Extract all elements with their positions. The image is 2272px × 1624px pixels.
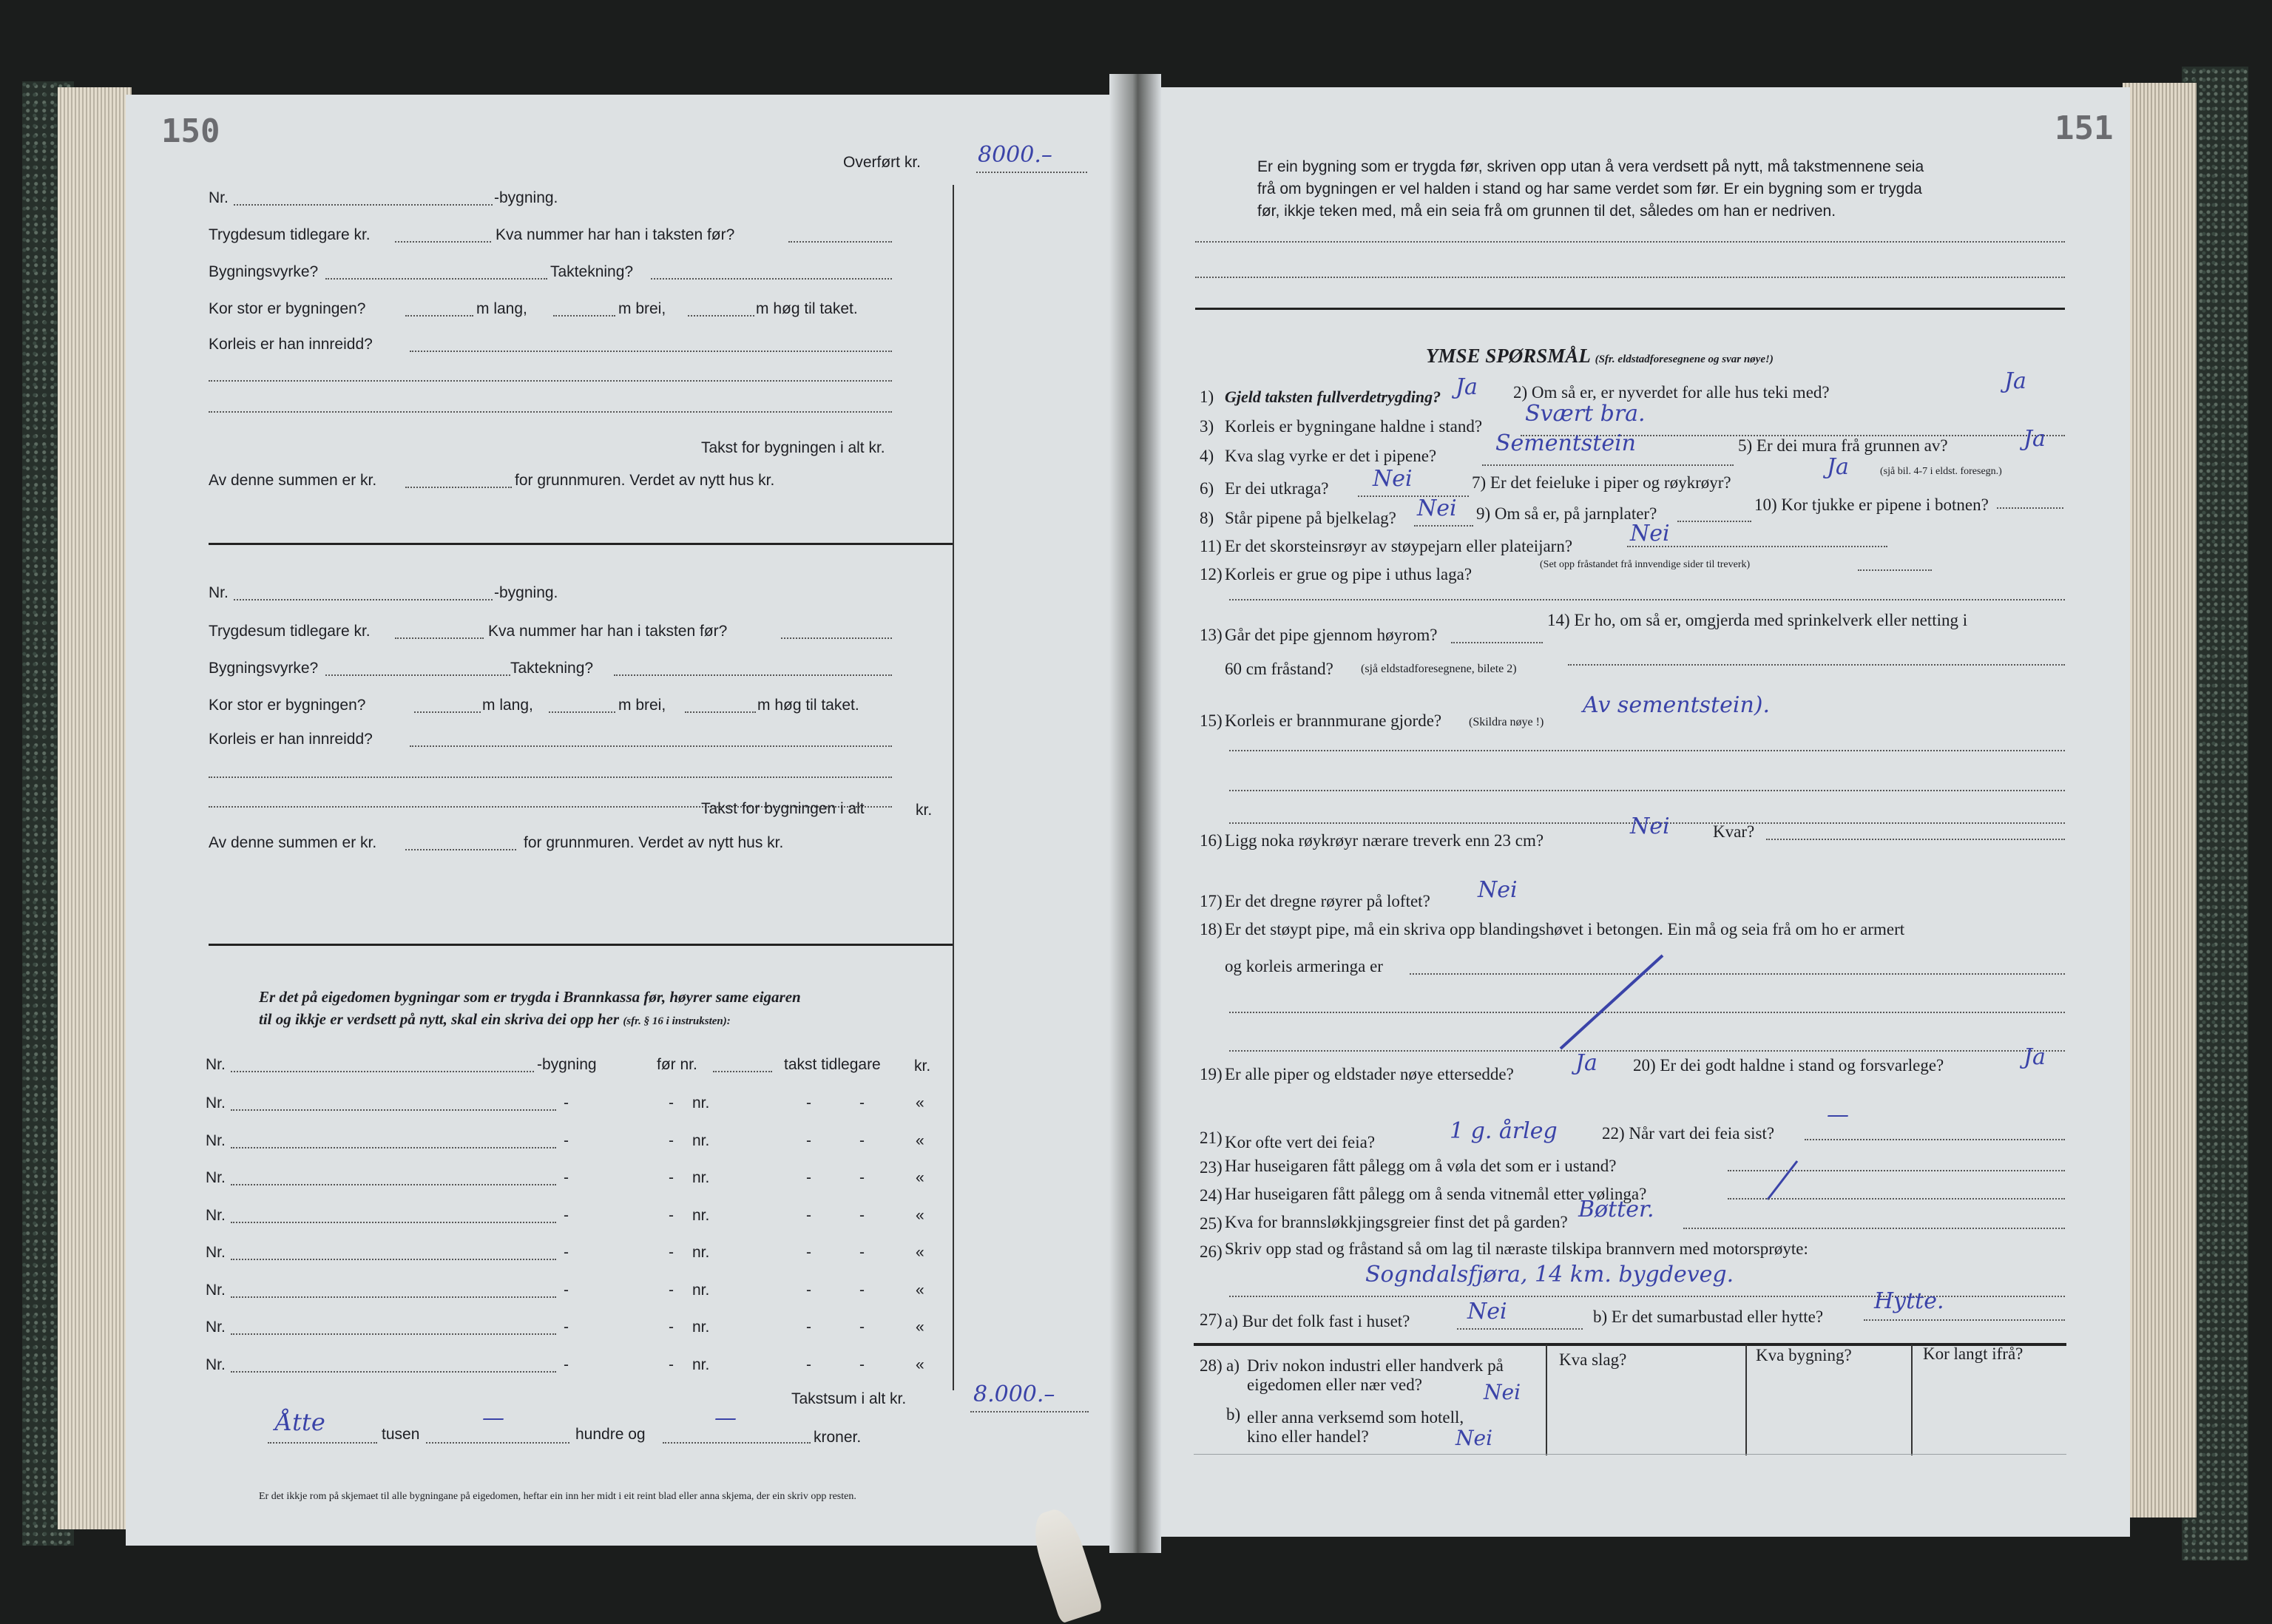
block2-korleis-label: Korleis er han innreidd?: [209, 731, 373, 748]
q25-answer: Bøtter.: [1578, 1197, 1654, 1222]
block2-grunnmur-label: for grunnmuren. Verdet av nytt hus kr.: [524, 834, 784, 851]
q8-text: Står pipene på bjelkelag?: [1225, 509, 1396, 527]
block1-kor-stor-label: Kor stor er bygningen?: [209, 300, 366, 317]
q8-num: 8): [1200, 509, 1214, 527]
table-cell-nr2: nr.: [692, 1244, 710, 1261]
q10-text: 10) Kor tjukke er pipene i botnen?: [1754, 495, 1989, 514]
table-cell-d3: -: [806, 1356, 811, 1373]
q20-text: 20) Er dei godt haldne i stand og forsvarlege?: [1633, 1056, 1944, 1075]
q2-text: 2) Om så er, er nyverdet for alle hus teki med?: [1513, 383, 1830, 402]
sum-hundre-label: hundre og: [575, 1426, 646, 1443]
q24-text: Har huseigaren fått pålegg om å senda vitnemål etter vølinga?: [1225, 1185, 1647, 1203]
block2-av-denne-label: Av denne summen er kr.: [209, 834, 377, 851]
block2-m-lang-label: m lang,: [482, 697, 533, 714]
table-cell-nr: Nr.: [206, 1319, 226, 1336]
table-cell-d1: -: [564, 1319, 569, 1336]
q21-num: 21): [1200, 1129, 1223, 1147]
block1-bygning-label: -bygning.: [494, 189, 558, 206]
table-cell-nr2: nr.: [692, 1356, 710, 1373]
table-cell-d3: -: [806, 1132, 811, 1149]
table-cell-nr: Nr.: [206, 1244, 226, 1261]
q27a-answer: Nei: [1467, 1299, 1507, 1324]
table-cell-d1: -: [564, 1282, 569, 1299]
table-cell-q: «: [916, 1094, 924, 1112]
q21-answer: 1 g. årleg: [1450, 1118, 1558, 1144]
q19-num: 19): [1200, 1065, 1223, 1083]
q21-text: Kor ofte vert dei feia?: [1225, 1133, 1376, 1151]
table-cell-d4: -: [859, 1356, 865, 1373]
section-divider-1: [209, 543, 953, 545]
table-cell-nr2: nr.: [692, 1169, 710, 1186]
q22-answer: —: [1827, 1102, 1849, 1128]
q27a-text: a) Bur det folk fast i huset?: [1225, 1312, 1410, 1330]
q7-answer: Ja: [1827, 454, 1849, 480]
table-cell-d3: -: [806, 1094, 811, 1112]
table-cell-d4: -: [859, 1319, 865, 1336]
takstsum-label: Takstsum i alt kr.: [791, 1390, 907, 1407]
page-number-left: 150: [161, 112, 220, 150]
q22-text: 22) Når vart dei feia sist?: [1602, 1124, 1775, 1143]
table-header-takst: takst tidlegare: [784, 1056, 881, 1073]
table-cell-nr2: nr.: [692, 1207, 710, 1224]
table-cell-q: «: [916, 1356, 924, 1373]
table-cell-d3: -: [806, 1207, 811, 1224]
block2-m-brei-label: m brei,: [618, 697, 666, 714]
q28b-label: b): [1226, 1405, 1241, 1424]
q4-text: Kva slag vyrke er det i pipene?: [1225, 447, 1437, 465]
q25-num: 25): [1200, 1214, 1223, 1233]
block1-nr-label: Nr.: [209, 189, 229, 206]
q13-num: 13): [1200, 626, 1223, 644]
block1-takst-label: Takst for bygningen i alt kr.: [701, 439, 885, 456]
q27b-text: b) Er det sumarbustad eller hytte?: [1593, 1307, 1824, 1326]
q1-text: Gjeld taksten fullverdetrygding?: [1225, 388, 1441, 406]
q28-num: 28): [1200, 1356, 1223, 1375]
block1-taktekning-label: Taktekning?: [550, 263, 634, 280]
q15-num: 15): [1200, 711, 1223, 730]
table-cell-d3: -: [806, 1319, 811, 1336]
q12-text: Korleis er grue og pipe i uthus laga?: [1225, 565, 1473, 583]
q27b-answer: Hytte.: [1874, 1288, 1944, 1314]
table-cell-d2: -: [669, 1132, 674, 1149]
table-cell-nr2: nr.: [692, 1132, 710, 1149]
table-cell-q: «: [916, 1207, 924, 1224]
q13-text: Går det pipe gjennom høyrom?: [1225, 626, 1438, 644]
table-cell-d2: -: [669, 1282, 674, 1299]
overfort-value: 8000.–: [978, 142, 1052, 168]
table-cell-d2: -: [669, 1319, 674, 1336]
q6-num: 6): [1200, 479, 1214, 498]
q23-num: 23): [1200, 1158, 1223, 1177]
q16-num: 16): [1200, 831, 1223, 850]
page-number-right: 151: [2055, 109, 2114, 147]
table-header-nr: Nr.: [206, 1056, 226, 1073]
q15-text: Korleis er brannmurane gjorde?: [1225, 711, 1442, 730]
table-cell-q: «: [916, 1244, 924, 1261]
table-cell-d1: -: [564, 1169, 569, 1186]
block1-grunnmur-label: for grunnmuren. Verdet av nytt hus kr.: [515, 472, 775, 489]
q17-answer: Nei: [1478, 877, 1518, 903]
q12-num: 12): [1200, 565, 1223, 583]
sum-hundre-handwritten: —: [482, 1405, 504, 1431]
block2-takst-label: Takst for bygningen i alt: [701, 800, 865, 817]
table-cell-d3: -: [806, 1244, 811, 1261]
intro-line-2: frå om bygningen er vel halden i stand og har same verdet som før. Er ein bygning som er trygda: [1257, 180, 1922, 197]
q28b-answer: Nei: [1456, 1426, 1493, 1450]
q26-num: 26): [1200, 1242, 1223, 1261]
table-cell-d1: -: [564, 1244, 569, 1261]
table-header-bygning: -bygning: [537, 1056, 597, 1073]
q28-col-kva-slag: Kva slag?: [1559, 1350, 1627, 1369]
q4-num: 4): [1200, 447, 1214, 465]
sum-tusen-handwritten: Åtte: [275, 1408, 325, 1436]
q8-answer: Nei: [1417, 495, 1457, 521]
table-header-kr: kr.: [914, 1058, 931, 1075]
q3-answer: Svært bra.: [1525, 401, 1646, 427]
q25-text: Kva for brannsløkkjingsgreier finst det på garden?: [1225, 1213, 1568, 1231]
q7-note: (sjå bil. 4-7 i eldst. foresegn.): [1880, 466, 2002, 477]
q5-text: 5) Er dei mura frå grunnen av?: [1738, 436, 1948, 455]
q11-answer: Nei: [1630, 521, 1670, 547]
q28-col-kor-langt: Kor langt ifrå?: [1923, 1344, 2024, 1363]
q18-strikethrough-stroke: [1553, 951, 1671, 1055]
q3-text: Korleis er bygningane haldne i stand?: [1225, 417, 1483, 436]
sum-kroner-handwritten: —: [714, 1405, 737, 1431]
q17-text: Er det dregne røyrer på loftet?: [1225, 892, 1430, 910]
table-cell-nr2: nr.: [692, 1282, 710, 1299]
q26-text: Skriv opp stad og fråstand så om lag til næraste tilskipa brannvern med motorsprøyte:: [1225, 1239, 1808, 1258]
block1-av-denne-label: Av denne summen er kr.: [209, 472, 377, 489]
table-cell-nr2: nr.: [692, 1094, 710, 1112]
table-cell-d1: -: [564, 1356, 569, 1373]
table-cell-d3: -: [806, 1169, 811, 1186]
block2-bygningsvyrke-label: Bygningsvyrke?: [209, 660, 319, 677]
table-cell-q: «: [916, 1282, 924, 1299]
q11-text: Er det skorsteinsrøyr av støypejarn eller plateijarn?: [1225, 537, 1573, 555]
table-cell-d2: -: [669, 1356, 674, 1373]
table-cell-q: «: [916, 1132, 924, 1149]
table-cell-d4: -: [859, 1207, 865, 1224]
table-cell-d4: -: [859, 1094, 865, 1112]
table-header-for-nr: før nr.: [657, 1056, 697, 1073]
q28a-text-2: eigedomen eller nær ved?: [1247, 1376, 1422, 1394]
q14-text: 14) Er ho, om så er, omgjerda med sprinkelverk eller netting i: [1547, 611, 1968, 629]
q14-note: (sjå eldstadforesegnene, bilete 2): [1361, 663, 1517, 675]
q2-answer: Ja: [2004, 368, 2026, 394]
block1-m-lang-label: m lang,: [476, 300, 527, 317]
q6-answer: Nei: [1373, 466, 1413, 492]
sum-tusen-label: tusen: [382, 1426, 420, 1443]
block2-takst-kr: kr.: [916, 802, 933, 819]
section-divider-2: [209, 944, 953, 946]
q17-num: 17): [1200, 892, 1223, 910]
q4-answer: Sementstein: [1495, 430, 1637, 456]
q16-text: Ligg noka røykrøyr nærare treverk enn 23 cm?: [1225, 831, 1544, 850]
q1-answer: Ja: [1456, 374, 1478, 400]
block2-bygning-label: -bygning.: [494, 584, 558, 601]
prior-buildings-note-1: Er det på eigedomen bygningar som er trygda i Brannkassa før, høyrer same eigaren: [259, 988, 801, 1006]
table-cell-d1: -: [564, 1132, 569, 1149]
table-cell-q: «: [916, 1319, 924, 1336]
q15-note: (Skildra nøye !): [1469, 716, 1544, 728]
sum-kroner-label: kroner.: [814, 1429, 862, 1446]
left-page-edges: [58, 87, 132, 1529]
table-cell-d2: -: [669, 1244, 674, 1261]
table-cell-nr: Nr.: [206, 1169, 226, 1186]
q16-answer: Nei: [1630, 813, 1670, 839]
table-cell-q: «: [916, 1169, 924, 1186]
q9-text: 9) Om så er, på jarnplater?: [1476, 504, 1657, 523]
block1-korleis-label: Korleis er han innreidd?: [209, 336, 373, 353]
intro-line-1: Er ein bygning som er trygda før, skriven opp utan å vera verdsett på nytt, må takstmennene seia: [1257, 158, 1924, 175]
q18-text: Er det støypt pipe, må ein skriva opp blandingshøvet i betongen. Ein må og seia frå om ho er armert: [1225, 920, 1905, 938]
ymse-heading: YMSE SPØRSMÅL (Sfr. eldstadforesegnene og svar nøye!): [1426, 345, 1774, 367]
table-cell-d4: -: [859, 1282, 865, 1299]
table-cell-nr2: nr.: [692, 1319, 710, 1336]
table-cell-d1: -: [564, 1094, 569, 1112]
q28b-text-1: eller anna verksemd som hotell,: [1247, 1408, 1464, 1427]
q16-text-2: Kvar?: [1713, 822, 1755, 841]
q18-num: 18): [1200, 920, 1223, 938]
q23-answer-stroke: [1760, 1158, 1805, 1202]
q12-note: (Set opp fråstandet frå innvendige sider til treverk): [1540, 559, 1751, 570]
block2-m-hog-label: m høg til taket.: [757, 697, 859, 714]
block2-nr-label: Nr.: [209, 584, 229, 601]
q19-text: Er alle piper og eldstader nøye ettersedde?: [1225, 1065, 1514, 1083]
table-cell-nr: Nr.: [206, 1356, 226, 1373]
block1-kva-nummer-label: Kva nummer har han i taksten før?: [496, 226, 735, 243]
table-cell-d2: -: [669, 1094, 674, 1112]
right-page-edges: [2123, 83, 2197, 1518]
book-gutter: [1109, 74, 1161, 1553]
table-cell-d1: -: [564, 1207, 569, 1224]
block1-m-brei-label: m brei,: [618, 300, 666, 317]
q24-num: 24): [1200, 1186, 1223, 1205]
q28a-label: a): [1226, 1356, 1240, 1375]
block2-trygdesum-label: Trygdesum tidlegare kr.: [209, 623, 371, 640]
right-section-divider: [1195, 308, 2065, 310]
intro-line-3: før, ikkje teken med, må ein seia frå om grunnen til det, således om han er nedriven.: [1257, 203, 1836, 220]
q6-text: Er dei utkraga?: [1225, 479, 1329, 498]
q28a-answer: Nei: [1484, 1380, 1521, 1404]
q3-num: 3): [1200, 417, 1214, 436]
q15-answer: Av sementstein).: [1583, 692, 1771, 718]
q26-answer: Sogndalsfjøra, 14 km. bygdeveg.: [1365, 1262, 1734, 1288]
q23-text: Har huseigaren fått pålegg om å vøla det som er i ustand?: [1225, 1157, 1617, 1175]
q28-col-kva-bygning: Kva bygning?: [1756, 1346, 1852, 1364]
table-cell-nr: Nr.: [206, 1094, 226, 1112]
table-cell-d2: -: [669, 1207, 674, 1224]
q20-answer: Ja: [2024, 1044, 2046, 1070]
q27-num: 27): [1200, 1310, 1223, 1329]
left-page-footer: Er det ikkje rom på skjemaet til alle bygningane på eigedomen, heftar ein inn her midt i eit reint blad eller anna skjema, der ein skriv opp resten.: [259, 1491, 856, 1502]
q19-answer: Ja: [1575, 1050, 1598, 1076]
table-cell-d3: -: [806, 1282, 811, 1299]
q5-answer: Ja: [2024, 426, 2046, 452]
q18-text-2: og korleis armeringa er: [1225, 957, 1383, 975]
table-cell-d4: -: [859, 1169, 865, 1186]
block1-bygningsvyrke-label: Bygningsvyrke?: [209, 263, 319, 280]
prior-buildings-note-2: til og ikkje er verdsett på nytt, skal ein skriva dei opp her (sfr. § 16 i instruksten):: [259, 1010, 731, 1028]
block2-taktekning-label: Taktekning?: [510, 660, 594, 677]
takstsum-value: 8.000.–: [973, 1381, 1055, 1407]
q1-num: 1): [1200, 388, 1214, 406]
table-cell-d4: -: [859, 1244, 865, 1261]
table-cell-d4: -: [859, 1132, 865, 1149]
q14-text-2: 60 cm fråstand?: [1225, 660, 1333, 678]
table-cell-nr: Nr.: [206, 1207, 226, 1224]
block1-m-hog-label: m høg til taket.: [756, 300, 858, 317]
overfort-label: Overført kr.: [843, 154, 921, 171]
block2-kor-stor-label: Kor stor er bygningen?: [209, 697, 366, 714]
block2-kva-nummer-label: Kva nummer har han i taksten før?: [488, 623, 728, 640]
q28b-text-2: kino eller handel?: [1247, 1427, 1369, 1446]
q28a-text-1: Driv nokon industri eller handverk på: [1247, 1356, 1504, 1375]
table-cell-d2: -: [669, 1169, 674, 1186]
left-page-divider: [953, 185, 954, 1390]
q11-num: 11): [1200, 537, 1222, 555]
q7-text: 7) Er det feieluke i piper og røykrøyr?: [1472, 473, 1731, 492]
table-cell-nr: Nr.: [206, 1282, 226, 1299]
table-cell-nr: Nr.: [206, 1132, 226, 1149]
block1-trygdesum-label: Trygdesum tidlegare kr.: [209, 226, 371, 243]
